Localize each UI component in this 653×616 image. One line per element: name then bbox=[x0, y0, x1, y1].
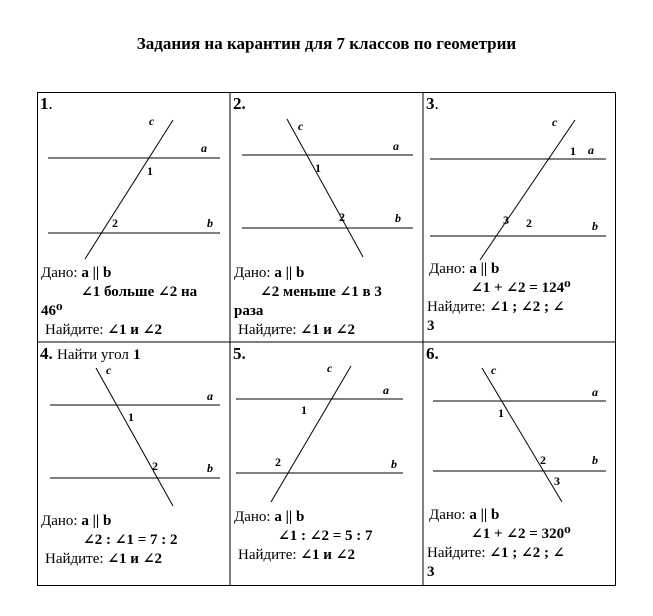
label-b: b bbox=[207, 461, 213, 475]
angle-3-label: 3 bbox=[554, 474, 560, 488]
label-a: a bbox=[201, 141, 207, 155]
label-b: b bbox=[592, 219, 598, 233]
task-5 bbox=[230, 342, 423, 586]
task-3-figure bbox=[423, 92, 616, 262]
label-b: b bbox=[395, 211, 401, 225]
line-c bbox=[96, 368, 173, 506]
task-2-given: Дано: a || b ∠2 меньше ∠1 в 3 раза Найдите: ∠1 и ∠2 bbox=[234, 265, 382, 338]
angle-2-label: 2 bbox=[526, 216, 532, 230]
label-c: c bbox=[298, 119, 304, 133]
task-4 bbox=[37, 342, 230, 586]
task-number: 3. bbox=[426, 94, 439, 113]
line-c bbox=[85, 120, 173, 259]
angle-3-label: 3 bbox=[503, 213, 509, 227]
task-3 bbox=[423, 92, 616, 342]
line-c bbox=[287, 119, 363, 257]
label-a: a bbox=[383, 383, 389, 397]
label-a: a bbox=[588, 143, 594, 157]
label-c: c bbox=[552, 115, 558, 129]
task-number: 6. bbox=[426, 344, 439, 363]
line-c bbox=[271, 366, 351, 502]
label-b: b bbox=[592, 453, 598, 467]
angle-2-label: 2 bbox=[540, 453, 546, 467]
label-b: b bbox=[207, 216, 213, 230]
task-number: 2. bbox=[233, 94, 246, 113]
task-number: 4. Найти угол 1 bbox=[40, 344, 141, 363]
task-number: 1. bbox=[40, 94, 53, 113]
angle-2-label: 2 bbox=[275, 455, 281, 469]
angle-2-label: 2 bbox=[339, 210, 345, 224]
angle-1-label: 1 bbox=[128, 410, 134, 424]
task-1 bbox=[37, 92, 230, 342]
task-6 bbox=[423, 342, 616, 586]
tasks-table bbox=[37, 92, 616, 586]
task-6-given: Дано: a || b ∠1 + ∠2 = 320⁰ Найдите: ∠1 ; ∠2 ; ∠ 3 bbox=[427, 507, 571, 580]
label-c: c bbox=[149, 114, 155, 128]
angle-2-label: 2 bbox=[112, 216, 118, 230]
label-c: c bbox=[327, 361, 333, 375]
task-1-figure bbox=[37, 92, 230, 262]
angle-1-label: 1 bbox=[570, 144, 576, 158]
task-4-given: Дано: a || b ∠2 : ∠1 = 7 : 2 Найдите: ∠1 и ∠2 bbox=[41, 513, 178, 567]
label-b: b bbox=[391, 457, 397, 471]
label-a: a bbox=[207, 389, 213, 403]
label-c: c bbox=[491, 363, 497, 377]
task-2 bbox=[230, 92, 423, 342]
task-4-figure bbox=[37, 342, 230, 512]
page-title: Задания на карантин для 7 классов по геометрии bbox=[136, 34, 517, 53]
line-c bbox=[480, 120, 575, 260]
angle-1-label: 1 bbox=[315, 161, 321, 175]
task-6-figure bbox=[423, 342, 616, 512]
angle-1-label: 1 bbox=[301, 403, 307, 417]
label-c: c bbox=[106, 363, 112, 377]
label-a: a bbox=[592, 385, 598, 399]
task-2-figure bbox=[230, 92, 423, 262]
task-1-given: Дано: a || b ∠1 больше ∠2 на 46⁰ Найдите: ∠1 и ∠2 bbox=[41, 265, 198, 338]
label-a: a bbox=[393, 139, 399, 153]
task-5-figure bbox=[230, 342, 423, 512]
task-3-given: Дано: a || b ∠1 + ∠2 = 124⁰ Найдите: ∠1 ; ∠2 ; ∠ 3 bbox=[427, 261, 571, 334]
angle-1-label: 1 bbox=[147, 164, 153, 178]
angle-1-label: 1 bbox=[498, 406, 504, 420]
line-c bbox=[482, 368, 562, 502]
task-5-given: Дано: a || b ∠1 : ∠2 = 5 : 7 Найдите: ∠1 и ∠2 bbox=[234, 509, 373, 563]
angle-2-label: 2 bbox=[152, 459, 158, 473]
task-number: 5. bbox=[233, 344, 246, 363]
